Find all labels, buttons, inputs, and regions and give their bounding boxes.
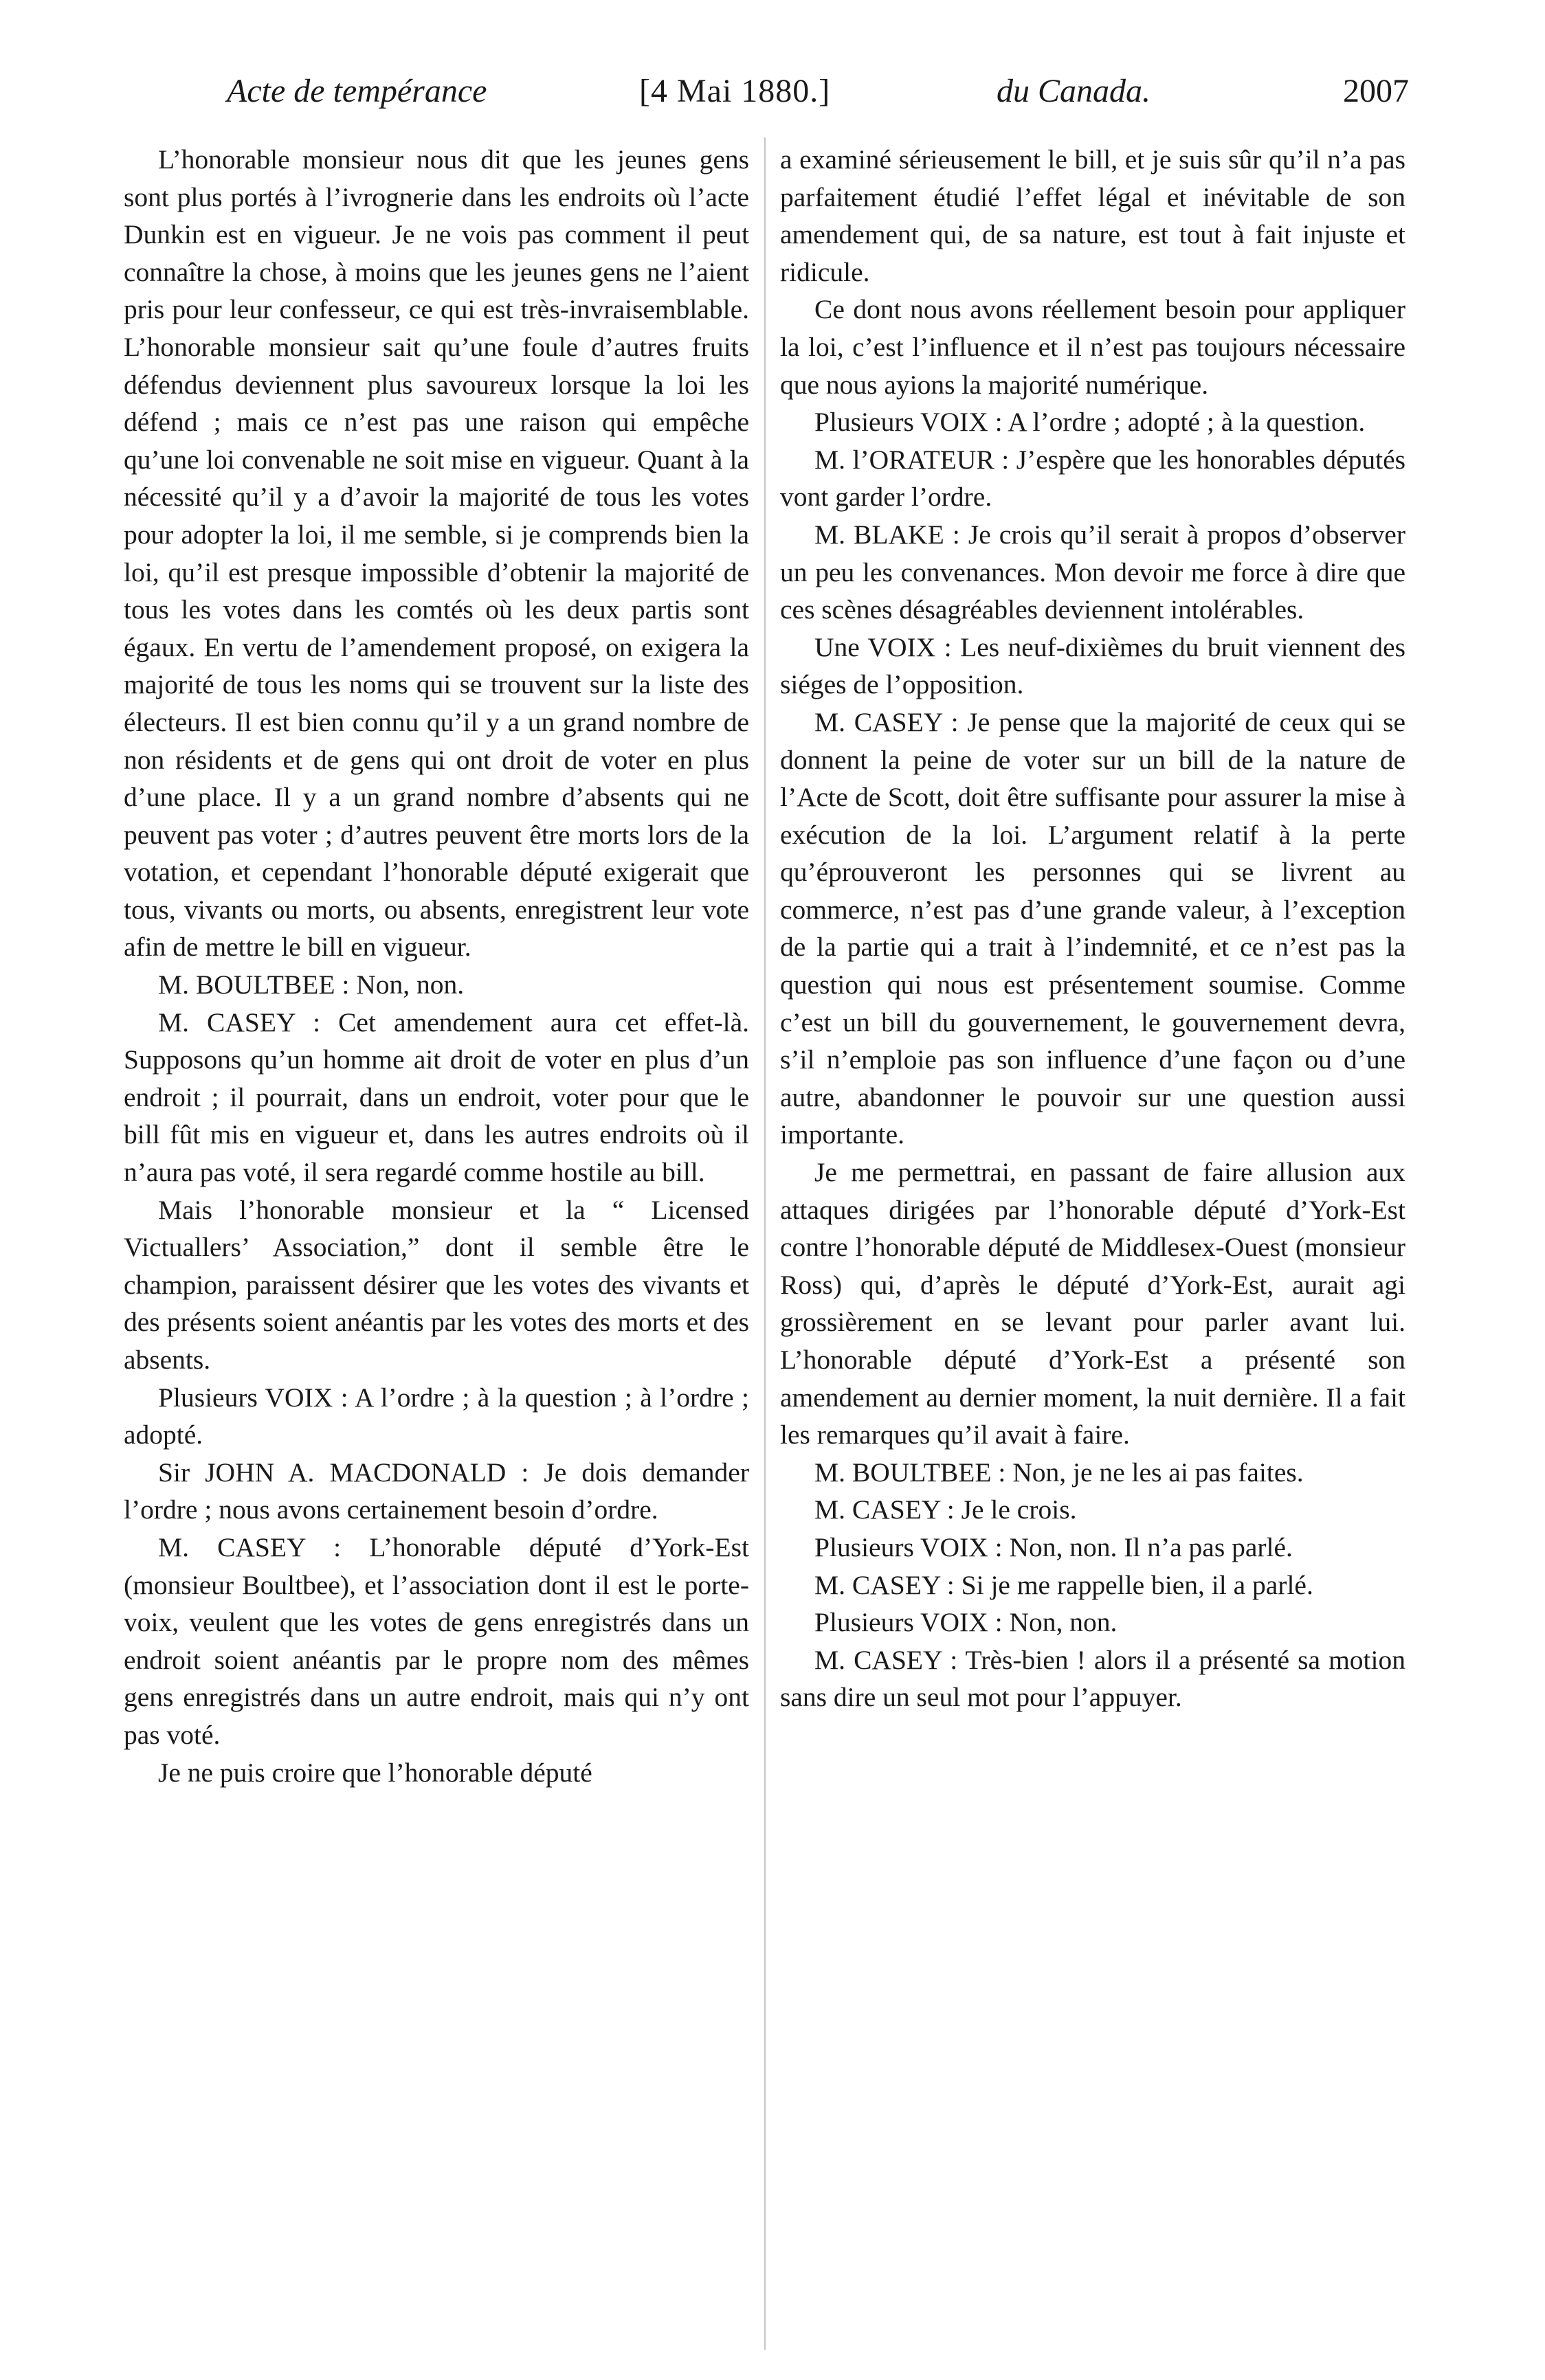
page-number: 2007 bbox=[1343, 73, 1409, 109]
paragraph: Ce dont nous avons réellement besoin pour appliquer la loi, c’est l’influence et il n’est pas toujours nécessaire que nous ayions la majorité numérique. bbox=[780, 294, 1405, 400]
paragraph: Plusieurs VOIX : A l’ordre ; adopté ; à la question. bbox=[814, 407, 1366, 438]
paragraph: Plusieurs VOIX : A l’ordre ; à la question ; à l’ordre ; adopté. bbox=[124, 1382, 749, 1450]
header-date: [4 Mai 1880.] bbox=[639, 73, 831, 109]
paragraph: Une VOIX : Les neuf-dixièmes du bruit viennent des siéges de l’opposition. bbox=[780, 631, 1405, 700]
paragraph: L’honorable monsieur nous dit que les jeunes gens sont plus portés à l’ivrognerie dans les endroits où l’acte Dunkin est en vigueur. Je ne vois pas comment il peut connaître la chose, à moins que les jeunes gens ne l’aient pris pour leur confesseur, ce qui est très-invraisemblable. L’honorable monsieur sait qu’une foule d’autres fruits défendus deviennent plus savoureux lorsque la loi les défend ; mais ce n’est pas une raison qui empêche qu’une loi convenable ne soit mise en vigueur. Quant à la nécessité qu’il y a d’avoir la majorité de tous les votes pour adopter la loi, il me semble, si je comprends bien la loi, qu’il est presque impossible d’obtenir la majorité de tous les votes dans les comtés où les deux partis sont égaux. En vertu de l’amendement proposé, on exigera la majorité de tous les noms qui se trouvent sur la liste des électeurs. Il est bien connu qu’il y a un grand nombre de non résidents et de gens qui ont droit de voter en plus d’une place. Il y a un grand nombre d’absents qui ne peuvent pas voter ; d’autres peuvent être morts lors de la votation, et cependant l’honorable député exigerait que tous, vivants ou morts, ou absents, enregistrent leur vote afin de mettre le bill en vigueur. bbox=[124, 144, 749, 963]
column-divider bbox=[764, 137, 766, 2350]
paragraph: M. CASEY : Cet amendement aura cet effet-là. Supposons qu’un homme ait droit de voter en plus d’un endroit ; il pourrait, dans un endroit, voter pour que le bill fût mis en vigueur et, dans les autres endroits où il n’aura pas voté, il sera regardé comme hostile au bill. bbox=[124, 1007, 749, 1188]
paragraph: Mais l’honorable monsieur et la “ Licensed Victuallers’ Association,” dont il semble être le champion, paraissent désirer que les votes des vivants et des présents soient anéantis par les votes des morts et des absents. bbox=[124, 1194, 749, 1375]
paragraph: M. BOULTBEE : Non, non. bbox=[158, 969, 465, 1000]
paragraph: M. CASEY : Si je me rappelle bien, il a parlé. bbox=[814, 1569, 1313, 1600]
paragraph: Sir JOHN A. MACDONALD : Je dois demander l’ordre ; nous avons certainement besoin d’ordre. bbox=[124, 1457, 749, 1525]
paragraph: a examiné sérieusement le bill, et je suis sûr qu’il n’a pas parfaitement étudié l’effet légal et inévitable de son amendement qui, de sa nature, est tout à fait injuste et ridicule. bbox=[780, 144, 1405, 287]
paragraph: Je ne puis croire que l’honorable député bbox=[158, 1757, 592, 1788]
paragraph: M. CASEY : L’honorable député d’York-Est (monsieur Boultbee), et l’association dont il est le porte-voix, veulent que les votes de gens enregistrés dans un endroit soient anéantis par le propre nom des mêmes gens enregistrés dans un autre endroit, mais qui n’y ont pas voté. bbox=[124, 1531, 749, 1750]
paragraph: Je me permettrai, en passant de faire allusion aux attaques dirigées par l’honorable député d’York-Est contre l’honorable député de Middlesex-Ouest (monsieur Ross) qui, d’après le député d’York-Est, aurait agi grossièrement en se levant pour parler avant lui. L’honorable député d’York-Est a présenté son amendement au dernier moment, la nuit dernière. Il a fait les remarques qu’il avait à faire. bbox=[780, 1157, 1405, 1450]
running-header bbox=[227, 67, 1409, 115]
paragraph: M. CASEY : Je le crois. bbox=[814, 1494, 1077, 1525]
paragraph: M. BOULTBEE : Non, je ne les ai pas faites. bbox=[814, 1457, 1304, 1488]
header-right-title: du Canada. bbox=[997, 73, 1151, 109]
paragraph: M. l’ORATEUR : J’espère que les honorables députés vont garder l’ordre. bbox=[780, 444, 1405, 513]
right-column bbox=[780, 141, 1405, 1716]
paragraph: Plusieurs VOIX : Non, non. Il n’a pas parlé. bbox=[814, 1531, 1293, 1562]
header-left-title: Acte de tempérance bbox=[227, 73, 487, 109]
paragraph: M. CASEY : Très-bien ! alors il a présenté sa motion sans dire un seul mot pour l’appuyer. bbox=[780, 1644, 1405, 1713]
paragraph: M. BLAKE : Je crois qu’il serait à propos d’observer un peu les convenances. Mon devoir me force à dire que ces scènes désagréables deviennent intolérables. bbox=[780, 519, 1405, 625]
left-column bbox=[124, 141, 749, 1791]
paragraph: Plusieurs VOIX : Non, non. bbox=[814, 1607, 1118, 1638]
paragraph: M. CASEY : Je pense que la majorité de ceux qui se donnent la peine de voter sur un bill de la nature de l’Acte de Scott, doit être suffisante pour assurer la mise à exécution de la loi. L’argument relatif à la perte qu’éprouveront les personnes qui se livrent au commerce, n’est pas d’une grande valeur, à l’exception de la partie qui a trait à l’indemnité, et ce n’est pas la question qui nous est présentement soumise. Comme c’est un bill du gouvernement, le gouvernement devra, s’il n’emploie pas son influence d’une façon ou d’une autre, abandonner le pouvoir sur une question aussi importante. bbox=[780, 706, 1405, 1150]
